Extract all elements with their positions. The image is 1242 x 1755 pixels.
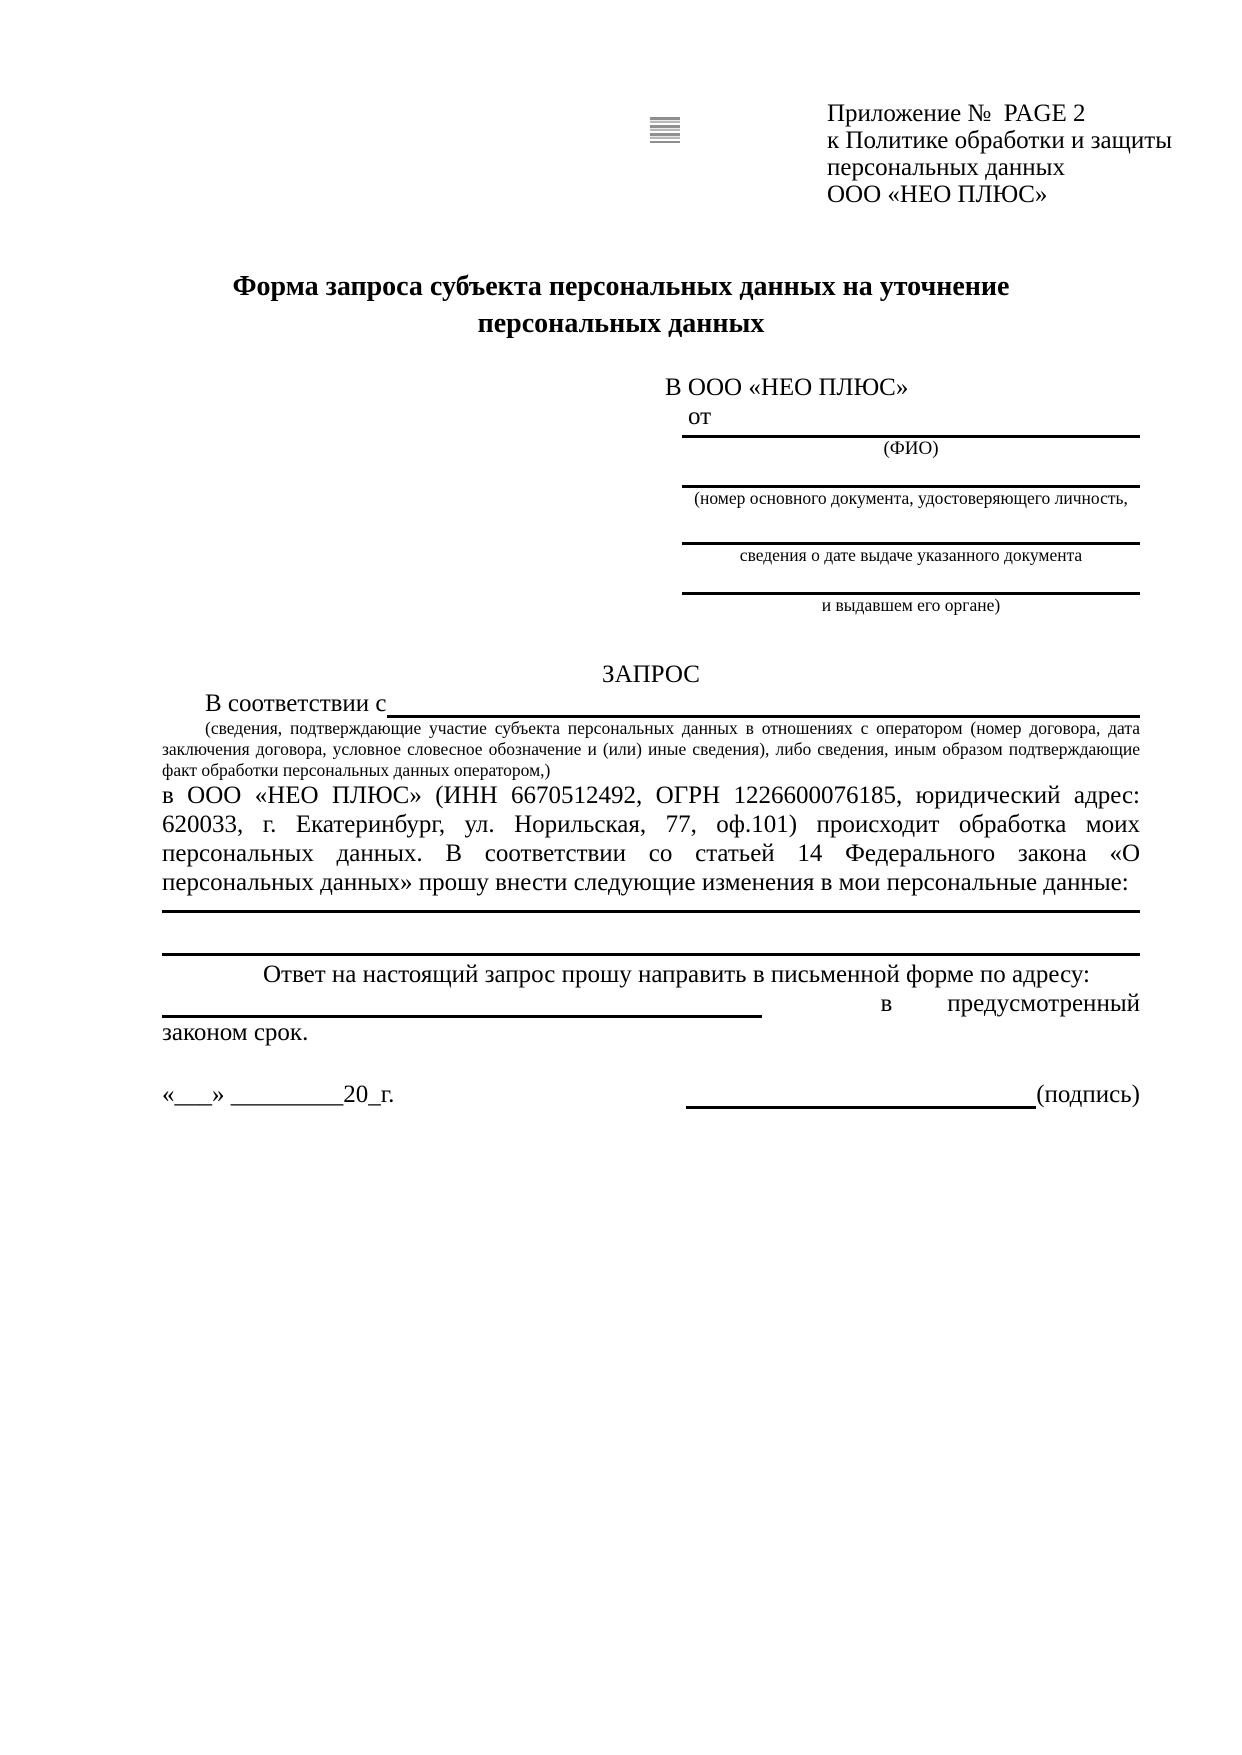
changes-blank-line-1	[162, 897, 1140, 913]
reply-address-line	[162, 989, 1140, 1018]
issue-date-caption: сведения о дате выдаче указанного документа	[739, 545, 1083, 565]
signature-group	[686, 1080, 1140, 1109]
reply-word-predusmotrennyi: предусмотренный	[947, 990, 1140, 1017]
request-heading: ЗАПРОС	[602, 661, 700, 688]
issuer-caption: и выдавшем его органе)	[821, 595, 1001, 615]
fio-caption: (ФИО)	[883, 438, 939, 459]
intro-label: В соответствии с	[205, 690, 387, 717]
request-body-paragraph: в ООО «НЕО ПЛЮС» (ИНН 6670512492, ОГРН 1226600076185, юридический адрес: 620033, г. Екатеринбург, ул. Норильская, 77, оф.101) происходит обработка моих персональных данных. В соответствии со статьей 14 Федерального закона «О персональных данных» прошу внести следующие изменения в мои персональные данные:	[162, 782, 1140, 896]
personal-data-line: персональных данных	[827, 154, 1065, 181]
embedded-object-icon	[650, 117, 680, 143]
document-body	[162, 373, 1140, 1109]
reply-word-v: в	[880, 990, 893, 1017]
fio-blank-line	[682, 431, 1140, 438]
signature-caption: (подпись)	[1036, 1081, 1140, 1108]
intro-line	[162, 689, 1140, 718]
reply-closing-line: законом срок.	[162, 1019, 309, 1046]
basis-blank-line	[387, 694, 1140, 718]
changes-blank-line-2	[162, 913, 1140, 956]
signature-blank-line	[686, 1085, 1036, 1109]
issuer-blank-line	[682, 565, 1140, 595]
document-title: Форма запроса субъекта персональных данных на уточнение персональных данных	[232, 271, 1010, 339]
policy-line: к Политике обработки и защиты	[827, 127, 1173, 154]
recipient-from-label: от	[688, 403, 712, 430]
recipient-fill-fields	[682, 431, 1140, 615]
appendix-header	[827, 100, 1242, 208]
company-name-line: ООО «НЕО ПЛЮС»	[827, 181, 1048, 208]
recipient-to-line: В ООО «НЕО ПЛЮС»	[665, 374, 909, 401]
date-signature-row	[162, 1080, 1140, 1109]
doc-number-blank-line	[682, 460, 1140, 488]
appendix-number-line: Приложение № PAGE 2	[827, 100, 1086, 127]
issue-date-blank-line	[682, 508, 1140, 545]
doc-number-caption: (номер основного документа, удостоверяющего личность,	[694, 488, 1128, 508]
reply-paragraph: Ответ на настоящий запрос прошу направить в письменной форме по адресу:	[263, 961, 1090, 988]
date-placeholder: «___» _________20_г.	[162, 1081, 395, 1108]
fine-print-note: (сведения, подтверждающие участие субъекта персональных данных в отношениях с оператором (номер договора, дата заключения договора, условное словесное обозначение и (или) иные сведения), либо сведения, иным образом подтверждающие факт обработки персональных данных оператором,)	[162, 718, 1140, 780]
reply-address-blank-line	[162, 994, 762, 1018]
